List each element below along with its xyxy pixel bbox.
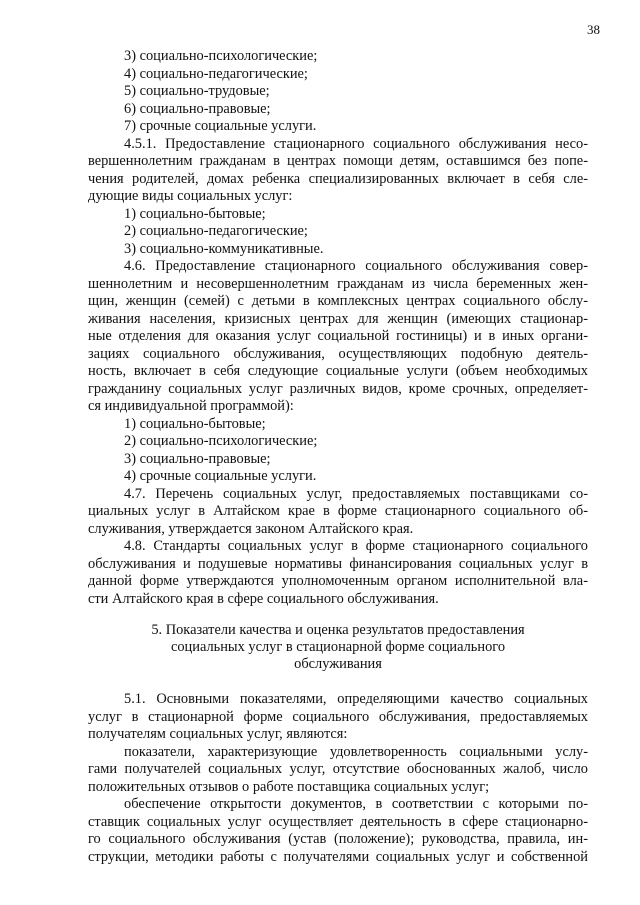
paragraph-line: шеннолетним и несовершеннолетним гражданам из числа беременных жен- — [88, 275, 588, 292]
paragraph-line: го социального обслуживания (устав (положение); руководства, правила, ин- — [88, 831, 588, 847]
list-item: 7) срочные социальные услуги. — [124, 118, 317, 134]
paragraph-4-8 — [88, 538, 588, 608]
paragraph-line: положительных отзывов о работе поставщика социальных услуг; — [88, 778, 490, 795]
paragraph-4-6 — [88, 258, 588, 416]
list-item: 3) социально-коммуникативные. — [124, 240, 324, 257]
heading-line: социальных услуг в стационарной форме социального — [170, 639, 506, 655]
paragraph-openness — [88, 796, 588, 866]
list-item: 2) социально-педагогические; — [124, 223, 308, 239]
list-item: 5) социально-трудовые; — [124, 83, 270, 99]
list-item: 2) социально-психологические; — [124, 433, 318, 449]
document-body — [88, 48, 588, 866]
paragraph-line: 4.7. Перечень социальных услуг, предоставляемых поставщиками со- — [124, 485, 588, 502]
list-item: 4) срочные социальные услуги. — [124, 468, 317, 484]
paragraph-line: получателям социальных услуг, являются: — [88, 726, 348, 742]
paragraph-line: 4.6. Предоставление стационарного социального обслуживания совер- — [124, 258, 588, 274]
paragraph-line: чения родителей, домах ребенка специализированных включает в себя сле- — [88, 170, 588, 187]
paragraph-line: живания населения, кризисных центрах для женщин (имеющих стационар- — [88, 310, 588, 327]
paragraph-line: 4.8. Стандарты социальных услуг в форме стационарного социального — [124, 538, 588, 554]
paragraph-line: показатели, характеризующие удовлетворенность социальными услу- — [124, 743, 588, 760]
paragraph-line: служивания, утверждается законом Алтайского края. — [88, 520, 414, 537]
paragraph-4-7 — [88, 486, 588, 539]
paragraph-line: циальных услуг в Алтайском крае в форме стационарного социального об- — [88, 503, 588, 519]
list-item: 6) социально-правовые; — [124, 100, 271, 117]
paragraph-indicators — [88, 744, 588, 797]
list-item: 1) социально-бытовые; — [124, 415, 266, 432]
paragraph-line: сти Алтайского края в сфере социального обслуживания. — [88, 590, 439, 607]
paragraph-line: струкции, методики работы с получателями социальных услуг и собственной — [88, 848, 588, 865]
paragraph-line: ные отделения для оказания услуг социальной гостиницы) и в иных органи- — [88, 328, 588, 344]
section-heading — [88, 622, 588, 673]
paragraph-line: данной форме утверждаются уполномоченным органом исполнительной вла- — [88, 573, 588, 589]
paragraph-5-1 — [88, 691, 588, 744]
paragraph-line: гражданину социальных услуг различных видов, кроме срочных, определяет- — [88, 380, 588, 397]
heading-line: 5. Показатели качества и оценка результатов предоставления — [151, 622, 525, 638]
list-item: 1) социально-бытовые; — [124, 205, 266, 222]
paragraph-line: 5.1. Основными показателями, определяющими качество социальных — [124, 691, 588, 707]
paragraph-line: зациях социального обслуживания, осуществляющих подобную деятель- — [88, 345, 588, 362]
paragraph-line: ность, включает в себя следующие социальные услуги (объем необходимых — [88, 363, 588, 379]
list-block-1 — [88, 48, 588, 136]
paragraph-line: обеспечение открытости документов, в соответствии с которыми по- — [124, 796, 588, 812]
list-4-5-1 — [88, 206, 588, 259]
paragraph-4-5-1 — [88, 136, 588, 206]
list-item: 3) социально-психологические; — [124, 48, 318, 64]
paragraph-line: вершеннолетним гражданам в центрах помощи детям, оставшимся без попе- — [88, 153, 588, 169]
paragraph-line: ся индивидуальной программой): — [88, 398, 294, 414]
page-number: 38 — [587, 22, 600, 37]
paragraph-line: услуг в стационарной форме социального обслуживания, предоставляемых — [88, 708, 588, 725]
paragraph-line: ставщик социальных услуг осуществляет деятельность в сфере стационарно- — [88, 813, 588, 830]
heading-line: обслуживания — [294, 656, 382, 672]
paragraph-line: гами получателей социальных услуг, отсутствие обоснованных жалоб, число — [88, 761, 588, 777]
paragraph-line: 4.5.1. Предоставление стационарного социального обслуживания несо- — [124, 135, 588, 152]
list-4-6 — [88, 416, 588, 486]
paragraph-line: щин, женщин (семей) с детьми в комплексных центрах социального обслу- — [88, 293, 588, 309]
paragraph-line: обслуживания и подушевые нормативы финансирования социальных услуг в — [88, 555, 588, 572]
paragraph-line: дующие виды социальных услуг: — [88, 188, 293, 204]
list-item: 3) социально-правовые; — [124, 450, 271, 467]
list-item: 4) социально-педагогические; — [124, 65, 308, 82]
